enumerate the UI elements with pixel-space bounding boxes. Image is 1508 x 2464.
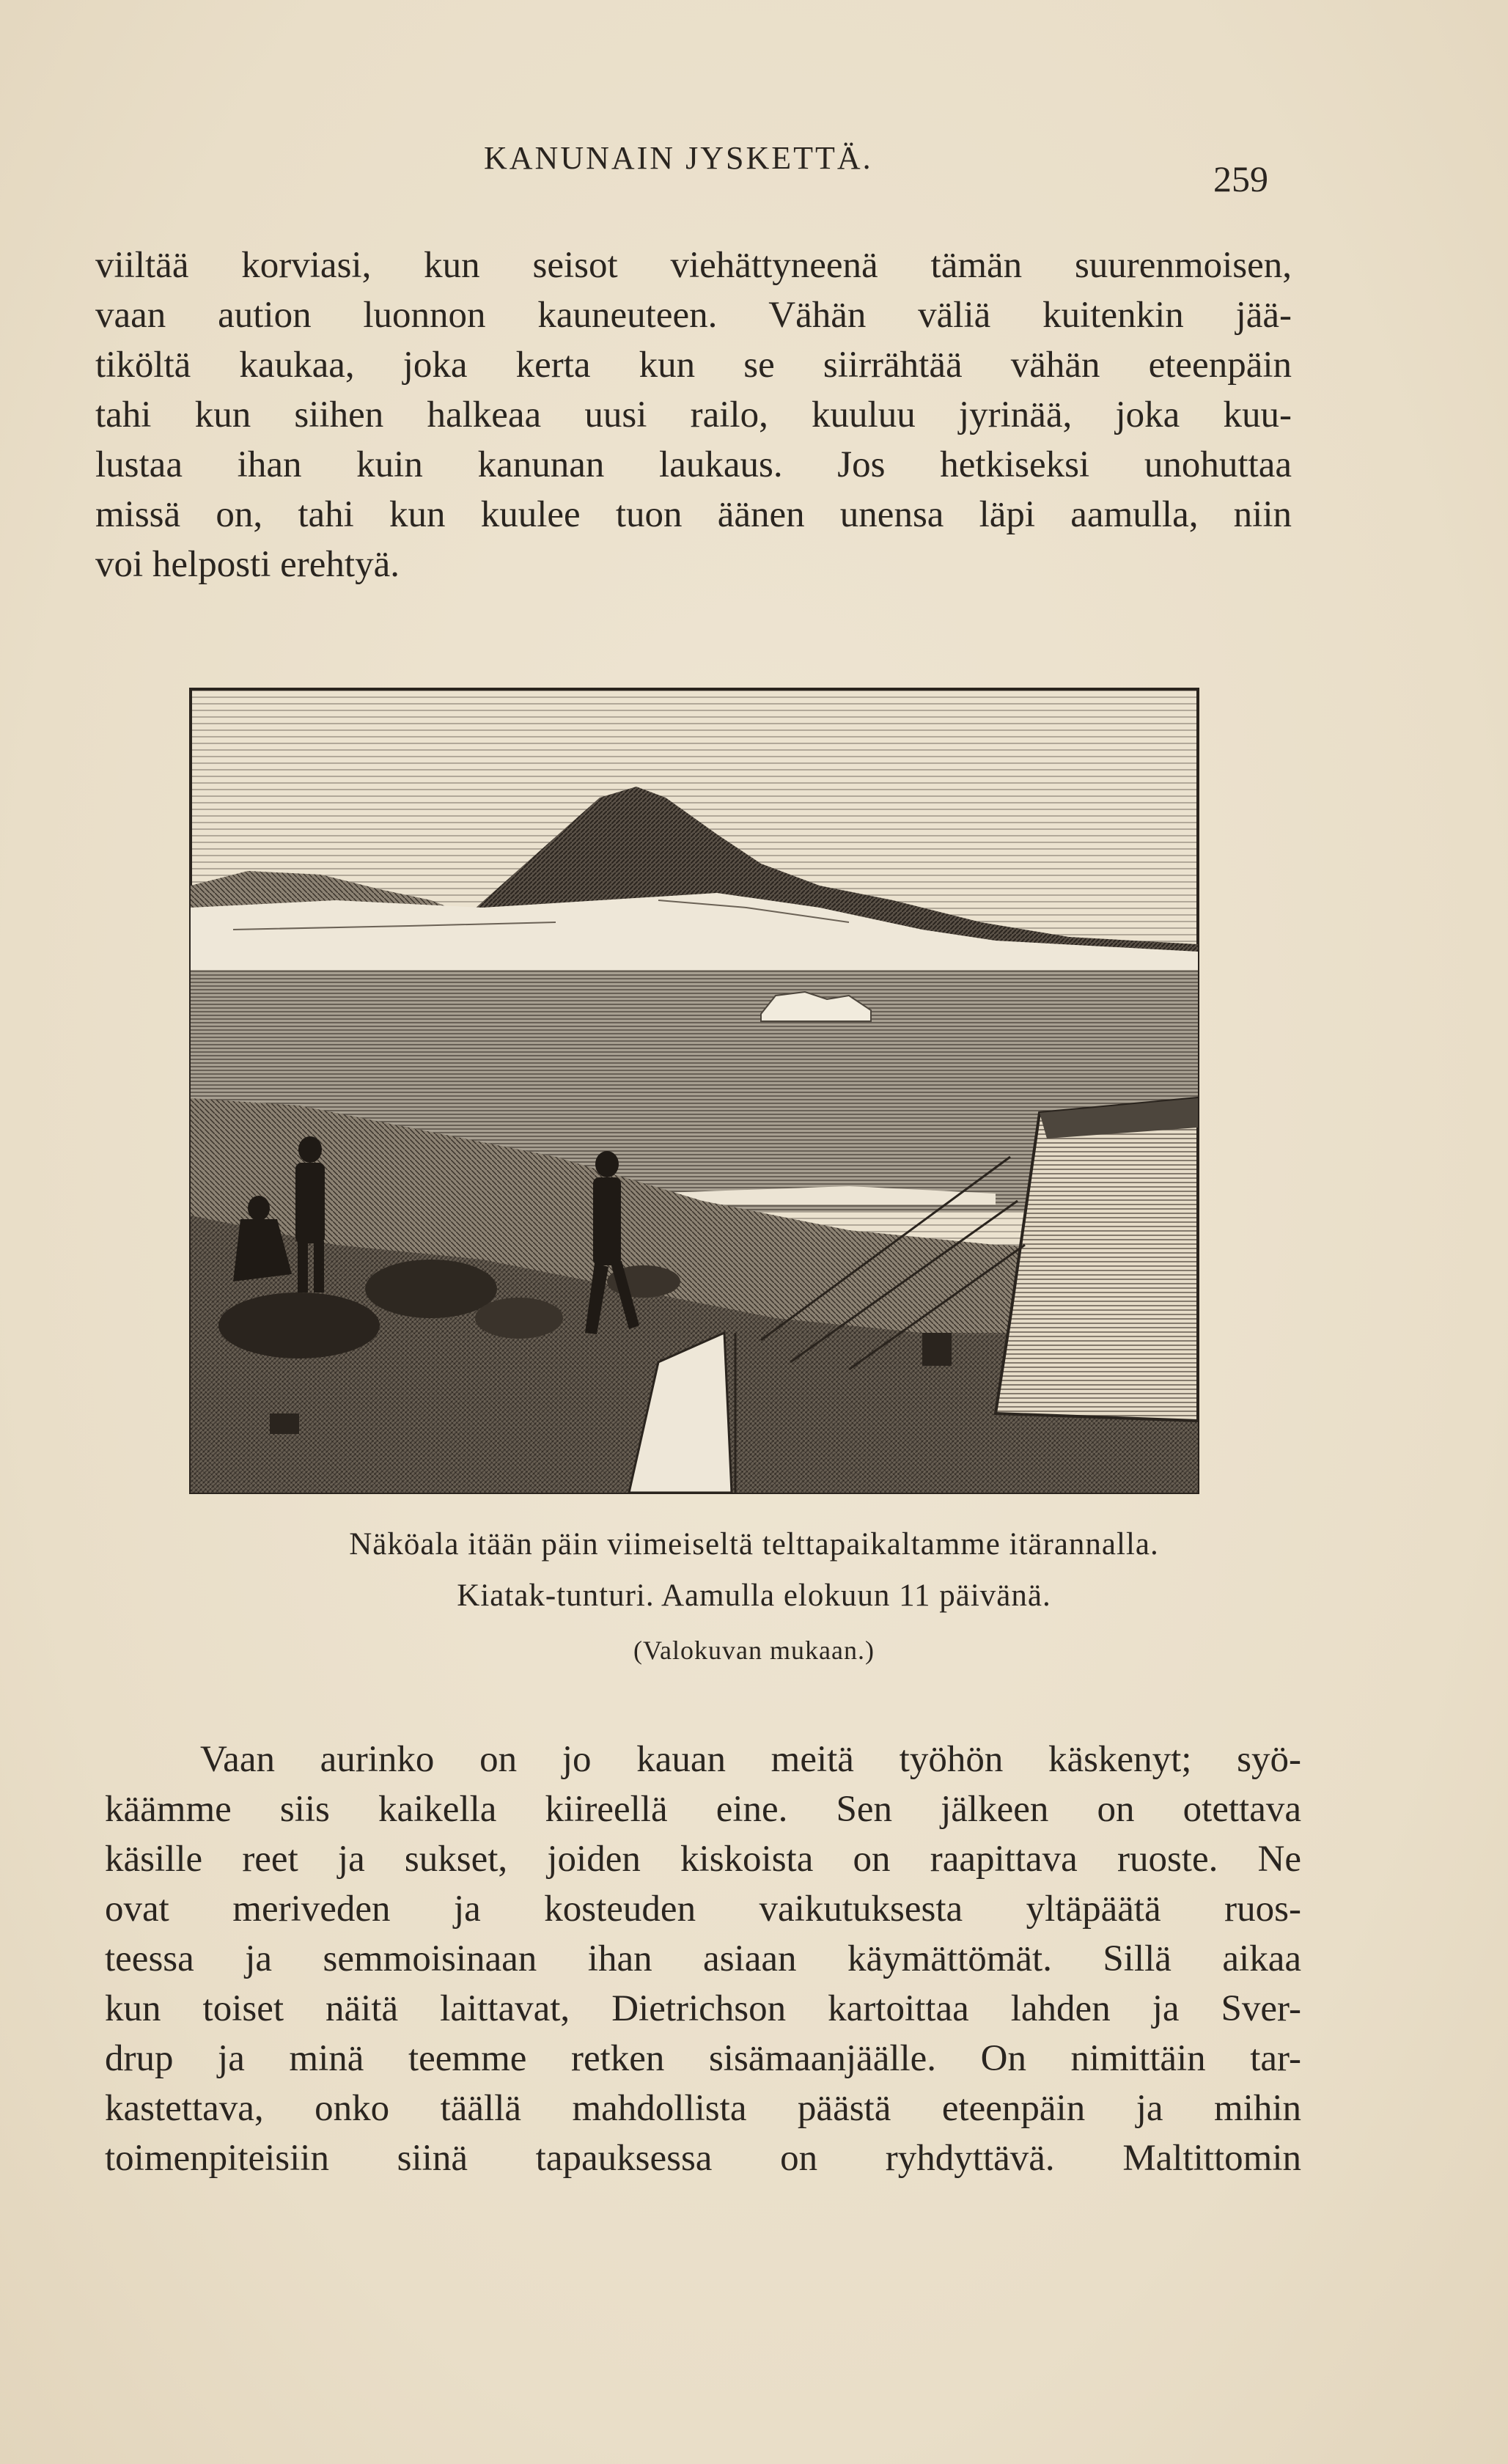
text-line: kun toiset näitä laittavat, Dietrichson kartoittaa lahden ja Sver- — [105, 1988, 1301, 2029]
figure-caption-line-1: Näköala itään päin viimeiseltä telttapaikaltamme itärannalla. — [349, 1527, 1159, 1562]
text-line: vaan aution luonnon kauneuteen. Vähän väliä kuitenkin jää- — [95, 295, 1292, 336]
text-line: viiltää korviasi, kun seisot viehättyneenä tämän suurenmoisen, — [95, 245, 1292, 286]
text-line: voi helposti erehtyä. — [95, 544, 400, 585]
text-line: käsille reet ja sukset, joiden kiskoista on raapittava ruoste. Ne — [105, 1839, 1301, 1880]
text-line: tahi kun siihen halkeaa uusi railo, kuuluu jyrinää, joka kuu- — [95, 394, 1292, 435]
running-title: KANUNAIN JYSKETTÄ. — [484, 140, 873, 176]
text-line: Vaan aurinko on jo kauan meitä työhön käskenyt; syö- — [200, 1739, 1301, 1780]
text-line: käämme siis kaikella kiireellä eine. Sen jälkeen on otettava — [105, 1789, 1301, 1830]
text-line: tiköltä kaukaa, joka kerta kun se siirrähtää vähän eteenpäin — [95, 345, 1292, 386]
paragraph-2 — [105, 1735, 1301, 2183]
page-number: 259 — [1213, 158, 1268, 199]
text-line: ovat meriveden ja kosteuden vaikutuksesta yltäpäätä ruos- — [105, 1889, 1301, 1930]
text-line: teessa ja semmoisinaan ihan asiaan käymättömät. Sillä aikaa — [105, 1938, 1301, 1979]
text-line: toimenpiteisiin siinä tapauksessa on ryhdyttävä. Maltittomin — [105, 2138, 1301, 2179]
engraving-illustration — [189, 688, 1199, 1494]
figure-caption-line-2: Kiatak-tunturi. Aamulla elokuun 11 päivänä. — [457, 1578, 1051, 1613]
figure-caption-source: (Valokuvan mukaan.) — [633, 1636, 875, 1665]
text-line: kastettava, onko täällä mahdollista päästä eteenpäin ja mihin — [105, 2088, 1301, 2129]
paragraph-1 — [95, 240, 1292, 589]
text-line: lustaa ihan kuin kanunan laukaus. Jos hetkiseksi unohuttaa — [95, 444, 1292, 485]
text-line: missä on, tahi kun kuulee tuon äänen unensa läpi aamulla, niin — [95, 494, 1292, 535]
text-line: drup ja minä teemme retken sisämaanjäälle. On nimittäin tar- — [105, 2038, 1301, 2079]
